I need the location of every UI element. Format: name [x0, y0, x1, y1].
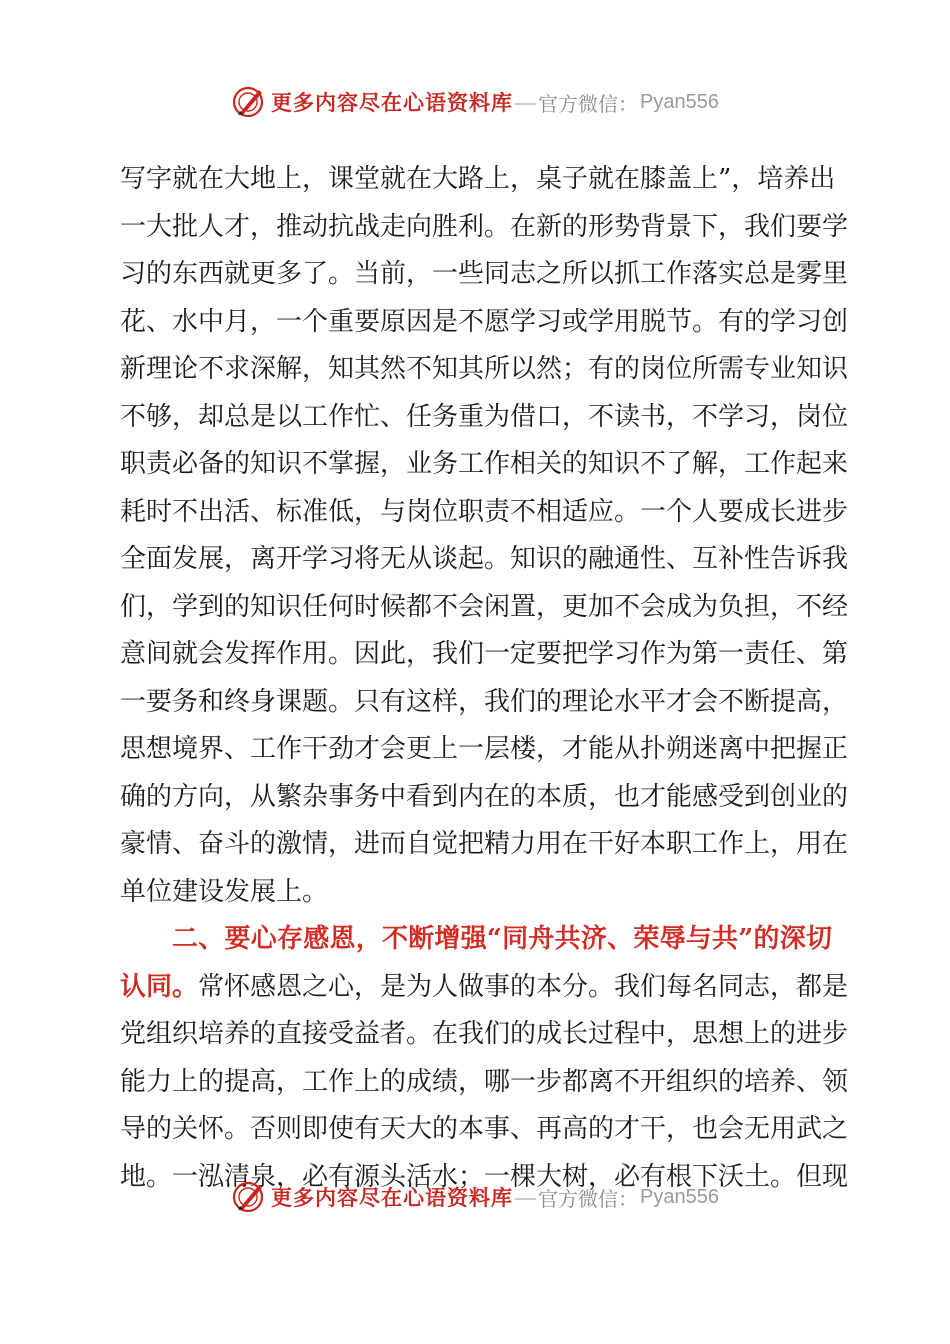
text-line: 单位建设发展上。: [120, 876, 329, 907]
footer-watermark: [0, 1177, 950, 1217]
pen-logo-icon: [231, 84, 267, 120]
heading-red-text: 二、要心存感恩，不断增强“同舟共济、荣辱与共”的深切: [172, 924, 832, 954]
watermark-brand: 更多内容尽在心语资料库: [271, 1185, 514, 1210]
watermark-wechat-id: Pyan556: [640, 90, 719, 113]
paragraph-2: [120, 916, 849, 1201]
text-line: 们，学到的知识任何时候都不会闲置，更加不会成为负担，不经: [120, 591, 849, 622]
text-line: 耗时不出活、标准低，与岗位职责不相适应。一个人要成长进步: [120, 496, 849, 527]
text-line: 习的东西就更多了。当前，一些同志之所以抓工作落实总是雾里: [120, 259, 849, 289]
watermark-dash: —: [515, 1184, 537, 1209]
pen-logo-icon: [231, 1179, 267, 1215]
section-heading: [120, 916, 832, 964]
text-line: 思想境界、工作干劲才会更上一层楼，才能从扑朔迷离中把握正: [120, 734, 849, 764]
text-line: 党组织培养的直接受益者。在我们的成长过程中，思想上的进步: [120, 1019, 849, 1049]
document-body: [120, 156, 849, 1201]
text-line: 确的方向，从繁杂事务中看到内在的本质，也才能感受到创业的: [120, 781, 849, 812]
text-line: 豪情、奋斗的激情，进而自觉把精力用在干好本职工作上，用在: [120, 829, 849, 859]
heading-continuation: 常怀感恩之心，是为人做事的本分。我们每名同志，都是: [198, 971, 849, 1002]
text-line: [120, 964, 849, 1012]
text-line: 不够，却总是以工作忙、任务重为借口，不读书，不学习，岗位: [120, 401, 849, 432]
watermark-wechat-label: 官方微信：: [538, 1186, 639, 1211]
text-line: 全面发展，离开学习将无从谈起。知识的融通性、互补性告诉我: [120, 544, 849, 574]
text-line: 新理论不求深解，知其然不知其所以然；有的岗位所需专业知识: [120, 354, 849, 384]
watermark-wechat-id: Pyan556: [640, 1185, 719, 1208]
text-line: 地。一泓清泉，必有源头活水；一棵大树，必有根下沃土。但现: [120, 1161, 849, 1192]
heading-red-text-end: 认同。: [120, 971, 199, 1002]
text-line: 导的关怀。否则即使有天大的本事、再高的才干，也会无用武之: [120, 1114, 849, 1144]
paragraph-1: [120, 156, 849, 916]
text-line: 一大批人才，推动抗战走向胜利。在新的形势背景下，我们要学: [120, 211, 849, 242]
watermark-dash: —: [515, 89, 537, 114]
text-line: 能力上的提高，工作上的成绩，哪一步都离不开组织的培养、领: [120, 1066, 849, 1097]
header-watermark: [0, 82, 950, 122]
text-line: 一要务和终身课题。只有这样，我们的理论水平才会不断提高，: [120, 686, 849, 717]
text-line: 意间就会发挥作用。因此，我们一定要把学习作为第一责任、第: [120, 639, 849, 669]
text-line: 职责必备的知识不掌握，业务工作相关的知识不了解，工作起来: [120, 449, 849, 479]
watermark-brand: 更多内容尽在心语资料库: [271, 90, 514, 115]
text-line: 写字就在大地上，课堂就在大路上，桌子就在膝盖上”，培养出: [120, 164, 836, 194]
text-line: 花、水中月，一个重要原因是不愿学习或学用脱节。有的学习创: [120, 306, 849, 337]
watermark-wechat-label: 官方微信：: [538, 91, 639, 116]
